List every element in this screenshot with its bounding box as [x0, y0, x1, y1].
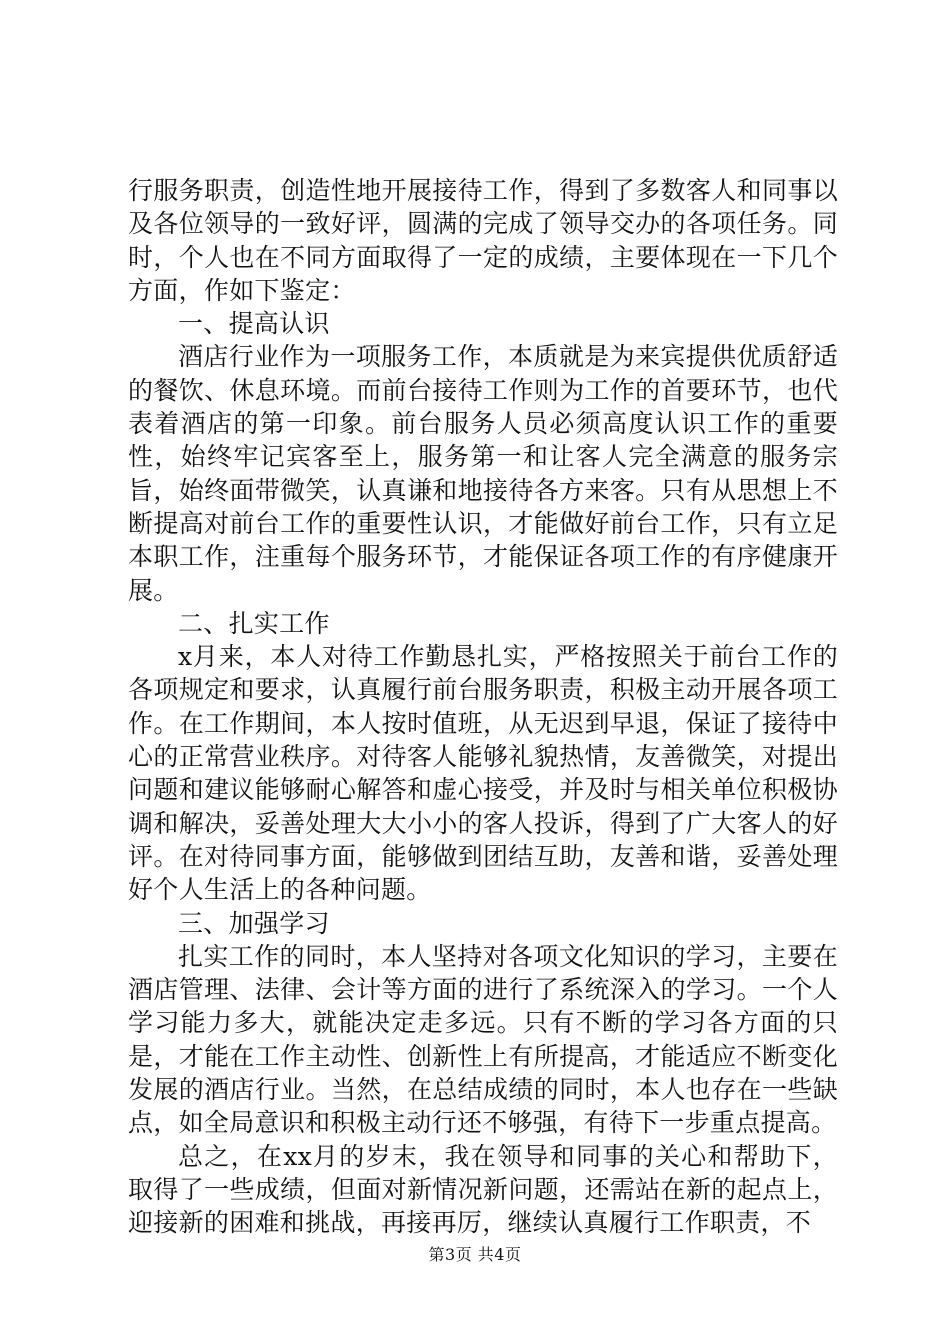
paragraph-1: 行服务职责，创造性地开展接待工作，得到了多数客人和同事以及各位领导的一致好评，圆满的完成了领导交办的各项任务。同时，个人也在不同方面取得了一定的成绩，主要体现在一下几个方面，作如下鉴定：: [128, 176, 838, 305]
paragraph-4: 扎实工作的同时，本人坚持对各项文化知识的学习，主要在酒店管理、法律、会计等方面的进行了系统深入的学习。一个人学习能力多大，就能决定走多远。只有不断的学习各方面的只是，才能在工作主动性、创新性上有所提高，才能适应不断变化发展的酒店行业。当然，在总结成绩的同时，本人也存在一些缺点，如全局意识和积极主动行还不够强，有待下一步重点提高。: [128, 941, 838, 1138]
document-body: [128, 174, 838, 1240]
paragraph-5: 总之，在xx月的岁末，我在领导和同事的关心和帮助下，取得了一些成绩，但面对新情况新问题，还需站在新的起点上，迎接新的困难和挑战，再接再厉，继续认真履行工作职责，不: [128, 1141, 838, 1238]
section-heading-1: 一、提高认识: [178, 309, 330, 339]
page-footer: 第3页 共4页: [428, 1245, 522, 1264]
section-heading-3: 三、加强学习: [178, 908, 330, 938]
section-heading-2: 二、扎实工作: [178, 608, 330, 638]
paragraph-2: 酒店行业作为一项服务工作，本质就是为来宾提供优质舒适的餐饮、休息环境。而前台接待工作则为工作的首要环节，也代表着酒店的第一印象。前台服务人员必须高度认识工作的重要性，始终牢记宾客至上，服务第一和让客人完全满意的服务宗旨，始终面带微笑，认真谦和地接待各方来客。只有从思想上不断提高对前台工作的重要性认识，才能做好前台工作，只有立足本职工作，注重每个服务环节，才能保证各项工作的有序健康开展。: [128, 342, 838, 605]
paragraph-3: x月来，本人对待工作勤恳扎实，严格按照关于前台工作的各项规定和要求，认真履行前台服务职责，积极主动开展各项工作。在工作期间，本人按时值班，从无迟到早退，保证了接待中心的正常营业秩序。对待客人能够礼貌热情，友善微笑，对提出问题和建议能够耐心解答和虚心接受，并及时与相关单位积极协调和解决，妥善处理大大小小的客人投诉，得到了广大客人的好评。在对待同事方面，能够做到团结互助，友善和谐，妥善处理好个人生活上的各种问题。: [128, 642, 838, 905]
